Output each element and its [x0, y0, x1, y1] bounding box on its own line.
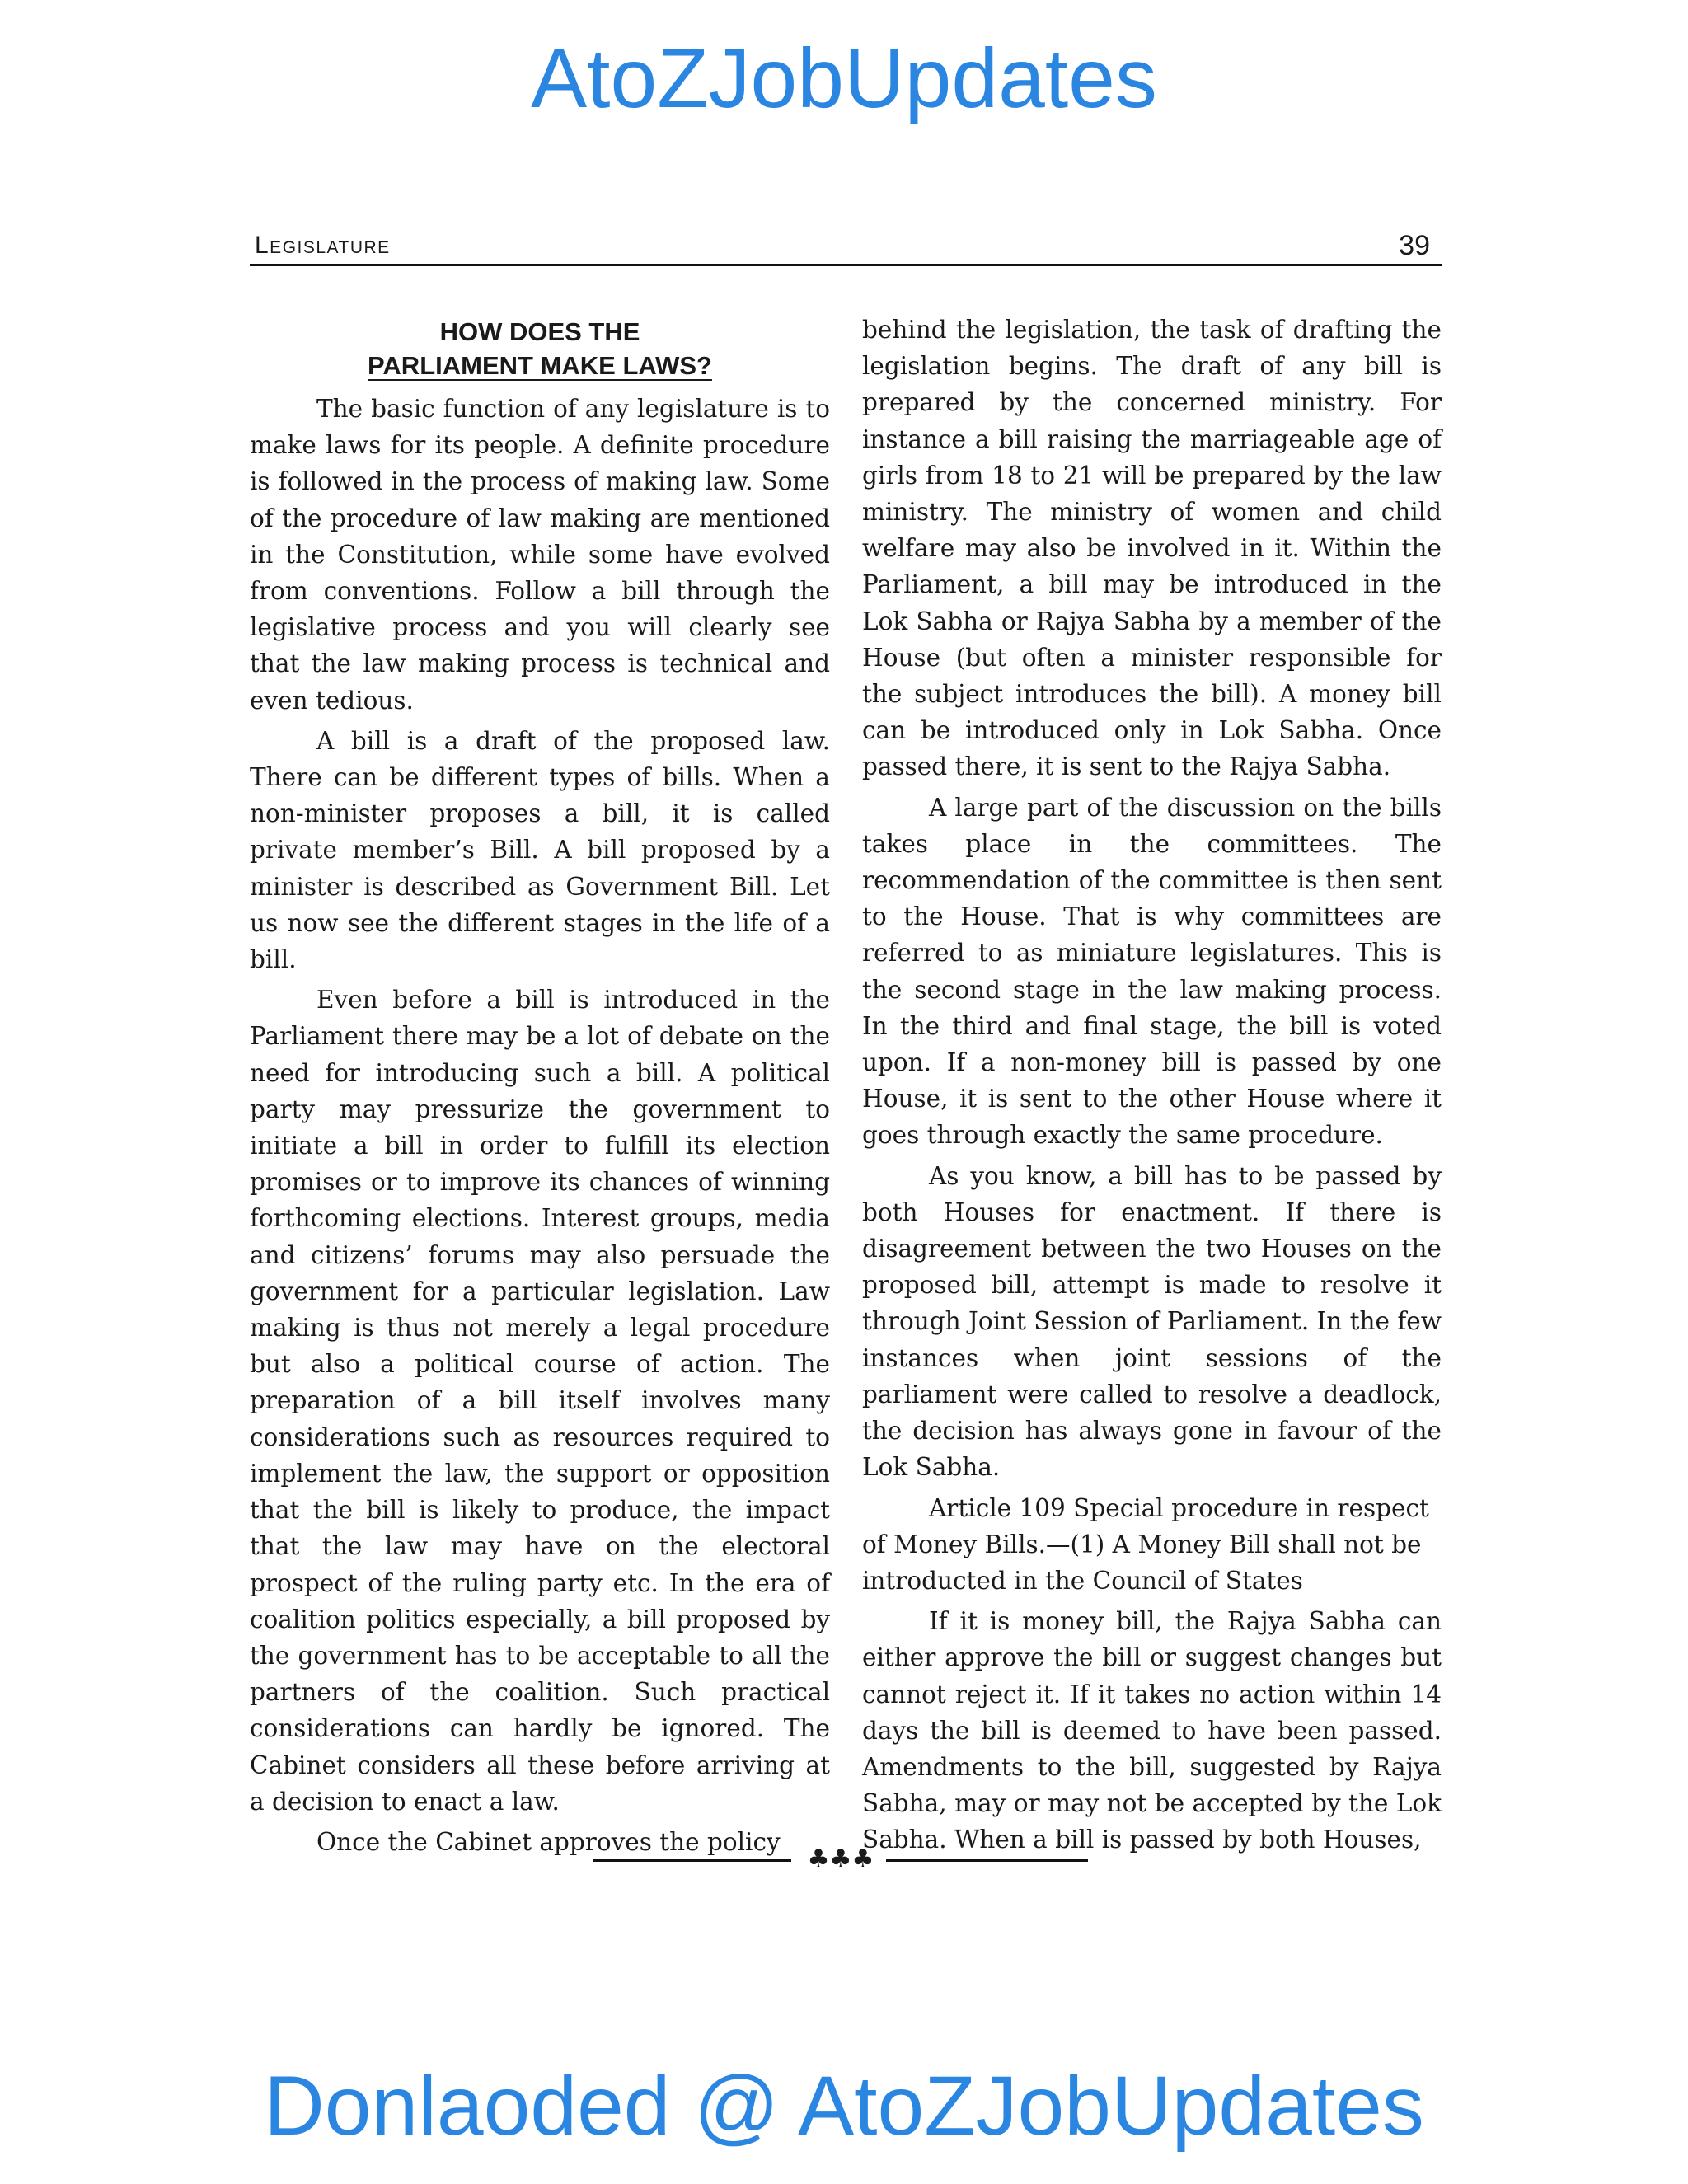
end-ornament: [593, 1843, 1088, 1876]
page-number: 39: [1399, 230, 1430, 261]
paragraph: Even before a bill is introduced in the Parliament there may be a lot of debate on the need for introducing such a bill. A political party may pressurize the government to initiate a bill in order to fulfill its election promises or to improve its chances of winning forthcoming elections. Interest groups, media and citizens’ forums may also persuade the government for a particular legislation. Law making is thus not merely a legal procedure but also a political course of action. The preparation of a bill itself involves many considerations such as resources required to implement the law, the support or opposition that the bill is likely to produce, the impact that the law may have on the electoral prospect of the ruling party etc. In the era of coalition politics especially, a bill proposed by the government has to be acceptable to all the partners of the coalition. Such practical considerations can hardly be ignored. The Cabinet considers all these before arriving at a decision to enact a law.: [250, 986, 830, 1816]
watermark-bottom: Donlaoded @ AtoZJobUpdates: [264, 2059, 1424, 2153]
left-column: [250, 312, 830, 1864]
clubs-ornament-icon: ♣♣♣: [807, 1844, 874, 1873]
running-head: [250, 227, 1442, 266]
paragraph: A large part of the discussion on the bills takes place in the committees. The recommendation of the committee is then sent to the House. That is why committees are referred to as miniature legislatures. This is the second stage in the law making process. In the third and final stage, the bill is voted upon. If a non-money bill is passed by one House, it is sent to the other House where it goes through exactly the same procedure.: [862, 793, 1442, 1150]
paragraph-continuation: behind the legislation, the task of drafting the legislation begins. The draft of any bill is prepared by the concerned ministry. For instance a bill raising the marriageable age of girls from 18 to 21 will be prepared by the law ministry. The ministry of women and child welfare may also be involved in it. Within the Parliament, a bill may be introduced in the Lok Sabha or Rajya Sabha by a member of the House (but often a minister responsible for the subject introduces the bill). A money bill can be introduced only in Lok Sabha. Once passed there, it is sent to the Rajya Sabha.: [862, 316, 1442, 781]
paragraph: A bill is a draft of the proposed law. There can be different types of bills. When a non-minister proposes a bill, it is called private member’s Bill. A bill proposed by a minister is described as Government Bill. Let us now see the different stages in the life of a bill.: [250, 726, 830, 974]
paragraph: As you know, a bill has to be passed by both Houses for enactment. If there is disagreement between the two Houses on the proposed bill, attempt is made to resolve it through Joint Session of Parliament. In the few instances when joint sessions of the parliament were called to resolve a deadlock, the decision has always gone in favour of the Lok Sabha.: [862, 1161, 1442, 1482]
paragraph: The basic function of any legislature is to make laws for its people. A definite procedure is followed in the process of making law. Some of the procedure of law making are mentioned in the Constitution, while some have evolved from conventions. Follow a bill through the legislative process and you will clearly see that the law making process is technical and even tedious.: [250, 395, 830, 715]
ornament-rule-left: [593, 1859, 791, 1862]
ornament-rule-right: [886, 1859, 1088, 1862]
paragraph: If it is money bill, the Rajya Sabha can either approve the bill or suggest changes but cannot reject it. If it takes no action within 14 days the bill is deemed to have been passed. Amendments to the bill, suggested by Rajya Sabha, may or may not be accepted by the Lok Sabha. When a bill is passed by both Houses,: [862, 1607, 1442, 1854]
paragraph: Once the Cabinet approves the policy: [316, 1827, 781, 1856]
heading-line-1: HOW DOES THE: [439, 317, 640, 346]
chapter-title: Legislature: [255, 232, 391, 259]
watermark-top: AtoZJobUpdates: [531, 31, 1157, 125]
heading-line-2: PARLIAMENT MAKE LAWS?: [368, 351, 712, 380]
right-column: [862, 312, 1442, 1863]
paragraph: Article 109 Special procedure in respect of Money Bills.—(1) A Money Bill shall not be introducted in the Council of States: [862, 1493, 1429, 1595]
section-heading: [250, 315, 830, 382]
